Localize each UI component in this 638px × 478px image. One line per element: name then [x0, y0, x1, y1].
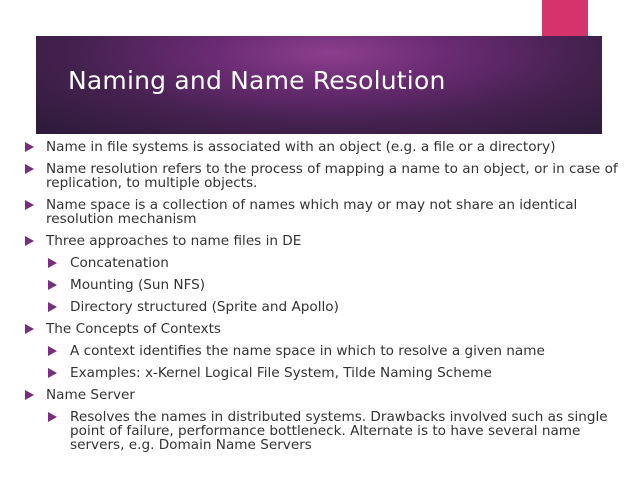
list-item-text: Name Server: [46, 387, 136, 403]
bullet-arrow-icon: [25, 200, 34, 210]
list-item-text: Three approaches to name files in DE: [46, 233, 302, 249]
list-item-text: Resolves the names in distributed systems. Drawbacks involved such as single point of failure, performance bottleneck. Alternate is to have several name servers, e.g. Domain Name Servers: [70, 409, 608, 453]
list-item: [46, 410, 622, 452]
bullet-arrow-icon: [48, 412, 57, 422]
list-item-text: Name resolution refers to the process of mapping a name to an object, or in case of replication, to multiple objects.: [46, 161, 618, 191]
list-item: [46, 366, 622, 380]
bullet-arrow-icon: [25, 324, 34, 334]
list-item-text: Directory structured (Sprite and Apollo): [70, 299, 339, 315]
list-item: [22, 322, 622, 336]
bullet-arrow-icon: [48, 346, 57, 356]
list-item: [22, 162, 622, 190]
bullet-arrow-icon: [48, 258, 57, 268]
bullet-list: [22, 140, 622, 460]
list-item-text: Concatenation: [70, 255, 169, 271]
bullet-arrow-icon: [25, 164, 34, 174]
list-item-text: Name in file systems is associated with an object (e.g. a file or a directory): [46, 139, 556, 155]
bullet-arrow-icon: [25, 142, 34, 152]
list-item: [22, 198, 622, 226]
bullet-arrow-icon: [48, 368, 57, 378]
list-item: [46, 278, 622, 292]
title-banner: [36, 36, 602, 134]
list-item: [46, 300, 622, 314]
list-item-text: Name space is a collection of names which may or may not share an identical resolution mechanism: [46, 197, 578, 227]
list-item-text: Mounting (Sun NFS): [70, 277, 206, 293]
slide-title: Naming and Name Resolution: [68, 66, 446, 95]
list-item-text: The Concepts of Contexts: [46, 321, 221, 337]
bullet-arrow-icon: [25, 390, 34, 400]
list-item-text: A context identifies the name space in which to resolve a given name: [70, 343, 545, 359]
list-item: [22, 388, 622, 402]
bullet-arrow-icon: [48, 302, 57, 312]
bullet-arrow-icon: [48, 280, 57, 290]
list-item-text: Examples: x-Kernel Logical File System, Tilde Naming Scheme: [70, 365, 492, 381]
list-item: [22, 140, 622, 154]
list-item: [46, 256, 622, 270]
list-item: [22, 234, 622, 248]
list-item: [46, 344, 622, 358]
bullet-arrow-icon: [25, 236, 34, 246]
